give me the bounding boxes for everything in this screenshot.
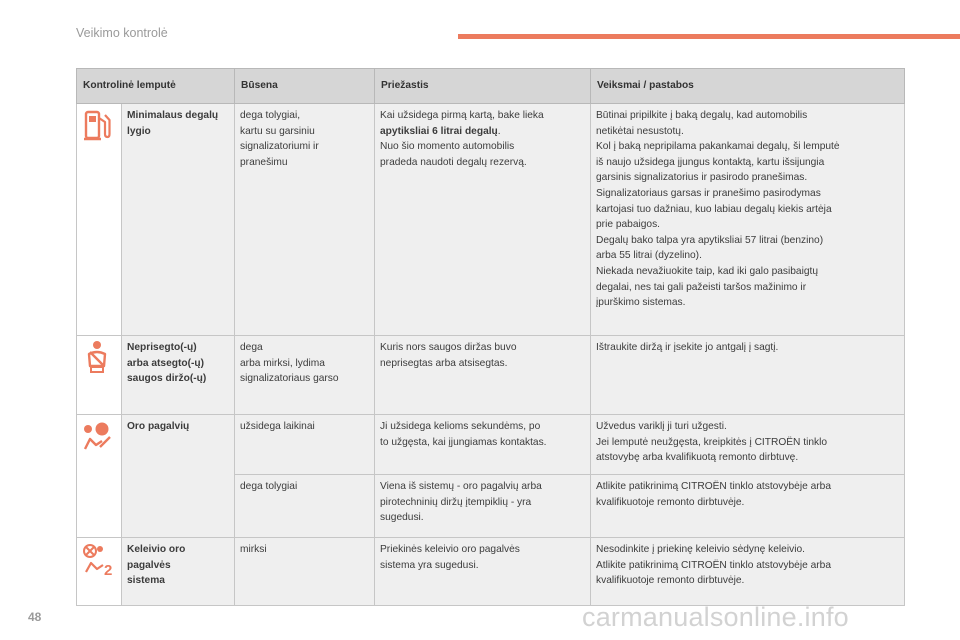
light-state: mirksi [235,538,375,606]
light-reason [375,104,591,336]
icon-cell [77,415,122,538]
icon-cell [77,538,122,606]
light-reason: Priekinės keleivio oro pagalvės sistema yra sugedusi. [375,538,591,606]
light-action: Nesodinkite į priekinę keleivio sėdynę keleivio. Atlikite patikrinimą CITROËN tinklo atstovybėje arba kvalifikuotoje remonto dirbtuvėje. [591,538,905,606]
fuel-pump-icon [82,108,115,142]
light-name: Keleivio oro pagalvės sistema [122,538,235,606]
col-header-state: Būsena [235,69,375,104]
light-reason: Ji užsidega kelioms sekundėms, po to užgęsta, kai įjungiamas kontaktas. [375,415,591,475]
col-header-actions: Veiksmai / pastabos [591,69,905,104]
light-name: Minimalaus degalų lygio [122,104,235,336]
light-reason: Viena iš sistemų - oro pagalvių arba pirotechninių diržų įtempiklių - yra sugedusi. [375,475,591,538]
light-action: Užvedus variklį ji turi užgesti. Jei lemputė neužgęsta, kreipkitės į CITROËN tinklo atstovybę arba kvalifikuotą remonto dirbtuvę. [591,415,905,475]
light-name: Oro pagalvių [122,415,235,538]
warning-lights-table [76,68,905,606]
table-row [77,538,905,606]
icon-cell [77,104,122,336]
col-header-light: Kontrolinė lemputė [77,69,235,104]
light-state: dega tolygiai [235,475,375,538]
table-header-row [77,69,905,104]
reason-text-after: . Nuo šio momento automobilis pradeda naudoti degalų rezervą. [380,125,527,168]
light-state: dega arba mirksi, lydima signalizatoriaus garso [235,336,375,415]
airbag-icon [82,419,115,451]
table-row [77,104,905,336]
light-state: užsidega laikinai [235,415,375,475]
header-accent-bar [458,34,960,39]
table-row [77,336,905,415]
page-number: 48 [28,610,42,624]
light-action: Ištraukite diržą ir įsekite jo antgalį į sagtį. [591,336,905,415]
light-name: Neprisegto(-ų) arba atsegto(-ų) saugos diržo(-ų) [122,336,235,415]
svg-text:2: 2 [104,562,113,576]
watermark: carmanualsonline.info [582,602,849,632]
seatbelt-icon [82,340,115,374]
icon-cell [77,336,122,415]
reason-bold-text: apytiksliai 6 litrai degalų [380,125,498,137]
table-row [77,415,905,475]
passenger-airbag-off-icon [82,542,115,576]
reason-text: Kai užsidega pirmą kartą, bake lieka [380,110,544,121]
light-state: dega tolygiai, kartu su garsiniu signalizatoriumi ir pranešimu [235,104,375,336]
light-action: Būtinai pripilkite į baką degalų, kad automobilis netikėtai nesustotų. Kol į baką nepripilama pakankamai degalų, ši lemputė iš naujo užsidega įjungus kontaktą, kartu išsijungia garsinis signalizatorius ir pasirodo pranešimas. Signalizatoriaus garsas ir pranešimo pasirodymas kartojasi tuo dažniau, kuo labiau degalų kiekis artėja prie pabaigos. Degalų bako talpa yra apytiksliai 57 litrai (benzino) arba 55 litrai (dyzelino). Niekada nevažiuokite taip, kad iki galo pasibaigtų degalai, nes tai gali pažeisti taršos mažinimo ir įpurškimo sistemas. [591,104,905,336]
light-reason: Kuris nors saugos diržas buvo neprisegtas arba atsisegtas. [375,336,591,415]
light-action: Atlikite patikrinimą CITROËN tinklo atstovybėje arba kvalifikuotoje remonto dirbtuvėje. [591,475,905,538]
col-header-reason: Priežastis [375,69,591,104]
page-header-title: Veikimo kontrolė [76,26,168,40]
